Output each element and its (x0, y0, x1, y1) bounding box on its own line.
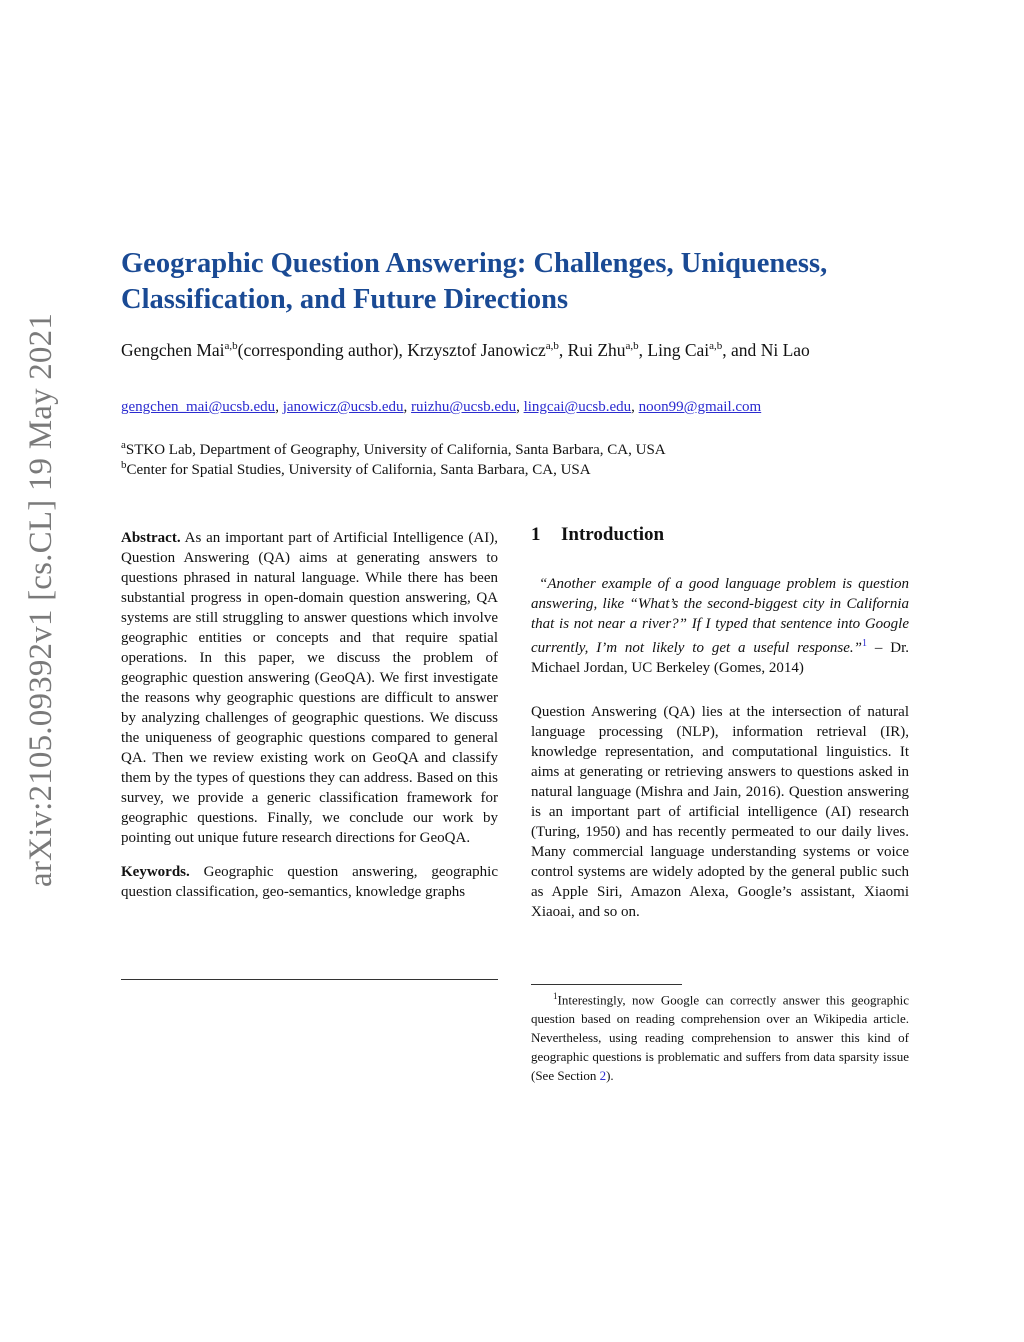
author-affiliation-mark: a,b (625, 340, 639, 352)
affiliation-a: $^a$STKO Lab, Department of Geography, University of California, Santa Barbara, CA, USA (121, 439, 666, 458)
abstract-column (121, 528, 498, 902)
intro-paragraph: Question Answering (QA) lies at the intersection of natural language processing (NLP), information retrieval (IR), knowledge representation, and computational linguistics. It aims at generating or retrieving answers to questions asked in natural language (Mishra and Jain, 2016). Question answering is an important part of artificial intelligence (AI) research (Turing, 1950) and has recently permeated to our daily lives. Many commercial language understanding systems or voice control systems are widely adopted by the general public such as Apple Siri, Amazon Alexa, Google’s assistant, Xiaomi Xiaoai, and so on. (531, 704, 909, 920)
author-name: Krzysztof Janowicz (407, 339, 546, 360)
abstract-label: Abstract. (121, 530, 181, 546)
keywords (121, 862, 498, 902)
footnote-mark-link[interactable]: 1 (862, 638, 867, 649)
email-link[interactable]: janowicz@ucsb.edu (282, 399, 404, 415)
keywords-label: Keywords. (121, 864, 190, 880)
corresponding-note: (corresponding author) (237, 339, 399, 360)
paper-title: Geographic Question Answering: Challenges, Uniqueness, Classification, and Future Directions (121, 248, 828, 315)
arxiv-identifier: arXiv:2105.09392v1 [cs.CL] 19 May 2021 (23, 312, 59, 887)
email-link[interactable]: ruizhu@ucsb.edu (411, 399, 517, 415)
epigraph-quote (531, 574, 909, 678)
email-link[interactable]: lingcai@ucsb.edu (523, 399, 632, 415)
author-list: Gengchen Mai$^{a,b}$(corresponding author), Krzysztof Janowicz$^{a,b}$, Rui Zhu$^{a,b}$, Ling Cai$^{a,b}$, and Ni Lao (121, 339, 810, 360)
author-affiliation-mark: a,b (709, 340, 723, 352)
email-list: gengchen_mai@ucsb.edu, janowicz@ucsb.edu, ruizhu@ucsb.edu, lingcai@ucsb.edu, noon99@gmail.com (121, 399, 762, 415)
email-link[interactable]: gengchen_mai@ucsb.edu (121, 399, 276, 415)
abstract (121, 528, 498, 848)
section-heading: 1 Introduction (531, 524, 665, 545)
quote-text: “Another example of a good language problem is question answering, like “What’s the second-biggest city in California that is not near a river?” If I typed that sentence into Google currently, I’m not likely to get a useful response.” (531, 576, 909, 656)
abstract-text: As an important part of Artificial Intelligence (AI), Question Answering (QA) aims at generating answers to questions phrased in natural language. While there has been substantial progress in open-domain question answering, QA systems are still struggling to answer questions which involve geographic entities or concepts and that require spatial operations. In this paper, we discuss the problem of geographic question answering (GeoQA). We first investigate the reasons why geographic questions are difficult to answer by analyzing challenges of geographic questions. We discuss the uniqueness of geographic questions compared to general QA. Then we review existing work on GeoQA and classify them by the types of questions they can address. Based on this survey, we provide a generic classification framework for geographic questions. Finally, we conclude our work by pointing out unique future research directions for GeoQA. (121, 530, 498, 846)
abstract-divider (121, 979, 498, 980)
author-affiliation-mark: a,b (224, 340, 238, 352)
author-name: Ling Cai (647, 339, 710, 360)
author-name: Gengchen Mai (121, 339, 225, 360)
author-name: Rui Zhu (567, 339, 626, 360)
author-name: Ni Lao (760, 339, 810, 360)
email-link[interactable]: noon99@gmail.com (638, 399, 762, 415)
section-ref-link[interactable]: 2 (599, 1068, 607, 1084)
footnote: $^1$Interestingly, now Google can correctly answer this geographic question based on reading comprehension over an Wikipedia article. Nevertheless, using reading comprehension to answer this kind of geographic questions is problematic and suffers from data sparsity issue (See Section 2). (531, 991, 909, 1084)
footnote-divider (531, 984, 682, 985)
keywords-text: Geographic question answering, geographic question classification, geo-semantics, knowledge graphs (121, 864, 498, 900)
affiliation-b: $^b$Center for Spatial Studies, University of California, Santa Barbara, CA, USA (121, 459, 591, 478)
author-affiliation-mark: a,b (545, 340, 559, 352)
quote-attribution: – Dr. Michael Jordan, UC Berkeley (Gomes, 2014) (531, 640, 909, 676)
